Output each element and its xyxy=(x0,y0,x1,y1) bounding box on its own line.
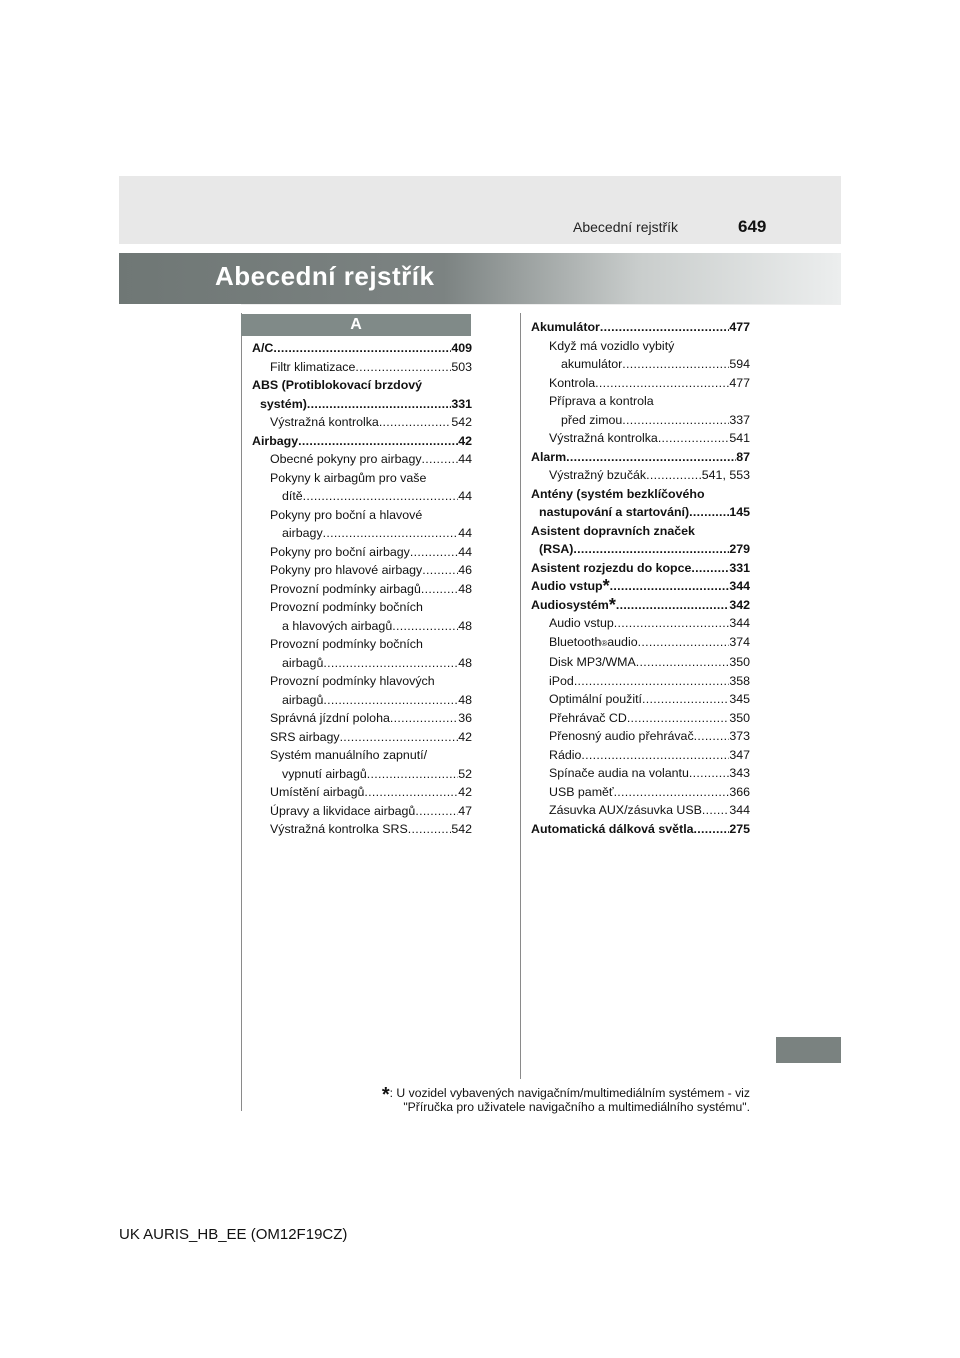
index-entry-page: 44 xyxy=(458,452,472,466)
index-entry-label: Akumulátor xyxy=(531,320,600,334)
index-entry-label: Audio vstup xyxy=(549,616,614,630)
document-id: UK AURIS_HB_EE (OM12F19CZ) xyxy=(119,1226,348,1243)
leader-dots xyxy=(355,358,451,377)
index-entry xyxy=(531,614,750,633)
leader-dots xyxy=(421,580,458,599)
index-entry xyxy=(252,339,472,358)
index-entry xyxy=(531,466,750,485)
leader-dots xyxy=(364,783,458,802)
index-entry-label: Systém manuálního zapnutí/ xyxy=(270,748,428,762)
index-entry-label: Pokyny k airbagům pro vaše xyxy=(270,470,427,485)
index-entry xyxy=(252,524,472,543)
footnote-marker: * xyxy=(381,1084,390,1106)
index-entry-page: 358 xyxy=(729,673,750,688)
index-entry xyxy=(252,358,472,377)
index-entry xyxy=(531,783,750,802)
index-entry-page: 279 xyxy=(729,542,750,556)
index-entry xyxy=(252,450,472,469)
index-entry-page: 36 xyxy=(458,711,472,725)
leader-dots xyxy=(610,577,730,596)
index-entry-label: Správná jízdní poloha xyxy=(270,711,390,725)
index-entry-page: 44 xyxy=(458,526,472,540)
leader-dots xyxy=(581,746,729,765)
index-entry-page: 541, 553 xyxy=(701,468,750,482)
index-entry-page: 343 xyxy=(729,766,750,780)
index-entry-label: Provozní podmínky airbagů xyxy=(270,581,421,596)
leader-dots xyxy=(622,411,729,430)
index-entry-page: 44 xyxy=(458,544,472,559)
index-letter-heading: A xyxy=(241,314,471,336)
leader-dots xyxy=(367,765,458,784)
leader-dots xyxy=(622,355,729,374)
index-entry-label: nastupování a startování) xyxy=(539,505,690,519)
leader-dots xyxy=(303,487,459,506)
index-entry-page: 275 xyxy=(729,821,750,836)
index-entry xyxy=(252,635,472,654)
index-entry xyxy=(252,543,472,562)
leader-dots xyxy=(600,318,729,337)
index-entry-page: 48 xyxy=(458,692,472,707)
index-entry-label: Pokyny pro boční airbagy xyxy=(270,544,410,559)
index-entry-page: 594 xyxy=(729,357,750,371)
index-entry-label: a hlavových airbagů xyxy=(282,618,393,633)
index-entry xyxy=(252,765,472,784)
index-entry-label: Výstražná kontrolka xyxy=(549,431,658,445)
index-entry xyxy=(531,820,750,839)
index-entry-page: 87 xyxy=(736,449,750,464)
index-entry-page: 52 xyxy=(458,766,472,781)
index-column-left xyxy=(252,339,472,839)
index-entry-label: Rádio xyxy=(549,747,582,762)
registered-mark: ® xyxy=(601,638,608,648)
index-entry-label: airbagů xyxy=(282,692,324,707)
index-entry-page: 503 xyxy=(451,359,472,374)
index-entry xyxy=(252,617,472,636)
index-entry xyxy=(531,559,750,578)
index-entry xyxy=(531,727,750,746)
index-entry xyxy=(252,432,472,451)
index-entry-label-suffix: audio xyxy=(607,634,638,649)
index-entry-page: 47 xyxy=(458,803,472,818)
index-entry-label: Bluetooth xyxy=(549,634,602,649)
leader-dots xyxy=(392,617,458,636)
index-entry xyxy=(531,411,750,430)
index-entry-page: 48 xyxy=(458,618,472,633)
index-entry xyxy=(252,487,472,506)
index-entry-page: 42 xyxy=(458,433,472,448)
leader-dots xyxy=(298,432,458,451)
leader-dots xyxy=(379,413,452,432)
index-entry-page: 337 xyxy=(729,412,750,427)
index-entry xyxy=(252,413,472,432)
index-entry xyxy=(531,392,750,411)
index-entry xyxy=(531,801,750,820)
index-entry xyxy=(531,485,750,504)
page-number: 649 xyxy=(738,217,767,236)
leader-dots xyxy=(422,450,459,469)
section-title-band xyxy=(119,253,841,304)
leader-dots xyxy=(689,764,729,783)
index-entry-page: 48 xyxy=(458,655,472,670)
index-entry xyxy=(252,395,472,414)
index-entry-label: akumulátor xyxy=(561,357,623,371)
index-entry xyxy=(531,746,750,765)
index-entry-page: 542 xyxy=(451,822,472,836)
index-entry xyxy=(531,355,750,374)
index-entry xyxy=(531,374,750,393)
index-entry-label: Optimální použití xyxy=(549,692,642,706)
leader-dots xyxy=(408,820,452,839)
index-entry xyxy=(531,672,750,691)
index-entry-label: Asistent dopravních značek xyxy=(531,523,695,538)
index-entry-page: 541 xyxy=(729,431,750,445)
leader-dots xyxy=(616,596,729,615)
leader-dots xyxy=(614,783,730,802)
index-entry-label: Alarm xyxy=(531,449,567,464)
leader-dots xyxy=(323,654,458,673)
leader-dots xyxy=(658,429,730,448)
section-title: Abecední rejstřík xyxy=(215,261,435,291)
index-entry-label: Přenosný audio přehrávač xyxy=(549,729,694,743)
index-entry-label: před zimou xyxy=(561,412,623,427)
index-entry xyxy=(252,654,472,673)
index-entry-page: 374 xyxy=(729,634,750,649)
index-entry-label: Pokyny pro hlavové airbagy xyxy=(270,563,423,577)
index-entry xyxy=(252,376,472,395)
index-entry-label: systém) xyxy=(260,396,307,411)
index-entry xyxy=(531,318,750,337)
leader-dots xyxy=(323,524,459,543)
index-entry xyxy=(252,691,472,710)
footnote xyxy=(360,1084,750,1114)
index-entry-label: Výstražná kontrolka xyxy=(270,415,379,429)
index-entry-label: Filtr klimatizace xyxy=(270,359,356,374)
leader-dots xyxy=(390,709,458,728)
index-entry xyxy=(531,653,750,672)
index-entry-label: Výstražný bzučák xyxy=(549,468,647,482)
left-column-rule xyxy=(241,313,242,1111)
leader-dots xyxy=(574,672,730,691)
index-entry-label: Provozní podmínky bočních xyxy=(270,637,423,651)
index-entry-page: 42 xyxy=(458,729,472,744)
index-entry: Audiosystém * ..... 342 xyxy=(531,596,750,615)
leader-dots xyxy=(642,690,729,709)
index-entry-page: 409 xyxy=(451,341,472,355)
index-entry-page: 477 xyxy=(729,320,750,334)
index-entry-page: 344 xyxy=(729,579,750,593)
index-entry-label: Příprava a kontrola xyxy=(549,394,654,408)
index-entry-page: 345 xyxy=(729,692,750,706)
index-entry xyxy=(252,783,472,802)
index-entry-label: A/C xyxy=(252,341,274,355)
index-entry xyxy=(252,802,472,821)
leader-dots xyxy=(689,503,729,522)
index-entry-label: Provozní podmínky hlavových xyxy=(270,674,435,688)
index-side-tab xyxy=(776,1037,841,1063)
index-entry xyxy=(252,598,472,617)
footnote-line-2: "Příručka pro uživatele navigačního a multimediálního systému". xyxy=(403,1100,750,1114)
index-entry xyxy=(531,709,750,728)
index-entry-label: Úpravy a likvidace airbagů xyxy=(270,803,416,818)
index-entry-label: iPod xyxy=(549,673,574,688)
index-entry-label: ABS (Protiblokovací brzdový xyxy=(252,378,423,392)
index-entry-page: 44 xyxy=(458,489,472,503)
index-column-right xyxy=(531,318,750,838)
index-entry-page: 477 xyxy=(729,375,750,390)
index-entry-label: Automatická dálková světla xyxy=(531,821,694,836)
leader-dots xyxy=(415,802,458,821)
leader-dots xyxy=(273,339,451,358)
index-entry xyxy=(252,728,472,747)
index-entry-page: 350 xyxy=(729,710,750,725)
index-entry-label: Provozní podmínky bočních xyxy=(270,600,423,614)
index-entry-label: SRS airbagy xyxy=(270,729,340,744)
index-entry-label: Obecné pokyny pro airbagy xyxy=(270,452,422,466)
index-entry-label: Airbagy xyxy=(252,433,299,448)
leader-dots xyxy=(410,543,458,562)
header-title: Abecední rejstřík xyxy=(573,219,679,235)
title-rule xyxy=(241,304,841,305)
index-entry-page: 344 xyxy=(729,616,750,630)
index-entry-page: 542 xyxy=(451,415,472,429)
leader-dots xyxy=(566,448,736,467)
index-entry xyxy=(531,690,750,709)
index-entry-label: Přehrávač CD xyxy=(549,710,627,725)
index-entry-label: (RSA) xyxy=(539,542,574,556)
leader-dots xyxy=(694,727,730,746)
index-entry-page: 48 xyxy=(458,581,472,596)
index-entry-page: 350 xyxy=(729,655,750,669)
index-entry-label: Disk MP3/WMA xyxy=(549,655,636,669)
leader-dots xyxy=(638,633,730,652)
index-entry xyxy=(252,506,472,525)
leader-dots xyxy=(627,709,730,728)
index-entry xyxy=(252,672,472,691)
index-entry-page: 366 xyxy=(729,784,750,799)
index-entry xyxy=(531,337,750,356)
index-entry-label: dítě xyxy=(282,489,303,503)
index-entry xyxy=(531,429,750,448)
index-entry xyxy=(531,764,750,783)
index-entry-label: Audiosystém xyxy=(531,597,609,612)
leader-dots xyxy=(694,820,730,839)
index-entry xyxy=(531,522,750,541)
index-entry-label: Spínače audia na volantu xyxy=(549,766,689,780)
index-entry-label: Asistent rozjezdu do kopce xyxy=(531,560,692,575)
leader-dots xyxy=(340,728,459,747)
index-entry-page: 331 xyxy=(729,560,750,575)
leader-dots xyxy=(702,801,729,820)
leader-dots xyxy=(636,653,730,672)
index-entry-label: Výstražná kontrolka SRS xyxy=(270,822,408,836)
index-entry-label: vypnutí airbagů xyxy=(282,766,367,781)
index-entry-label: Audio vstup xyxy=(531,579,603,593)
index-entry-page: 46 xyxy=(458,563,472,577)
index-entry xyxy=(252,469,472,488)
leader-dots xyxy=(595,374,729,393)
index-entry-page: 342 xyxy=(729,597,750,612)
leader-dots xyxy=(614,614,730,633)
index-entry xyxy=(252,746,472,765)
leader-dots xyxy=(691,559,729,578)
index-entry-label: airbagy xyxy=(282,526,323,540)
index-entry-label: airbagů xyxy=(282,655,324,670)
index-entry-page: 373 xyxy=(729,729,750,743)
index-entry-label: USB paměť xyxy=(549,784,614,799)
index-entry xyxy=(531,448,750,467)
index-entry-label: Umístění airbagů xyxy=(270,785,365,799)
index-entry xyxy=(252,820,472,839)
index-entry xyxy=(252,709,472,728)
index-entry xyxy=(531,540,750,559)
index-entry-page: 344 xyxy=(729,803,750,817)
footnote-line-1: : U vozidel vybavených navigačním/multimediálním systémem - viz xyxy=(389,1086,750,1100)
leader-dots xyxy=(422,561,458,580)
index-entry xyxy=(531,503,750,522)
header-band xyxy=(119,176,841,244)
middle-column-rule xyxy=(520,313,521,1079)
index-entry-page: 145 xyxy=(729,505,750,519)
index-entry-label: Když má vozidlo vybitý xyxy=(549,338,675,353)
leader-dots xyxy=(646,466,702,485)
leader-dots xyxy=(323,691,458,710)
leader-dots xyxy=(573,540,729,559)
index-entry-label: Antény (systém bezklíčového xyxy=(531,486,705,501)
index-entry-label: Zásuvka AUX/zásuvka USB xyxy=(549,803,702,817)
index-entry xyxy=(252,580,472,599)
index-entry-page: 42 xyxy=(458,785,472,799)
index-entry-page: 347 xyxy=(729,747,750,762)
leader-dots xyxy=(307,395,451,414)
index-entry xyxy=(531,633,750,654)
index-entry-label: Kontrola xyxy=(549,375,596,390)
index-entry xyxy=(252,561,472,580)
index-entry-label: Pokyny pro boční a hlavové xyxy=(270,507,423,522)
index-entry-page: 331 xyxy=(451,396,472,411)
index-entry: Audio vstup * ..... 344 xyxy=(531,577,750,596)
